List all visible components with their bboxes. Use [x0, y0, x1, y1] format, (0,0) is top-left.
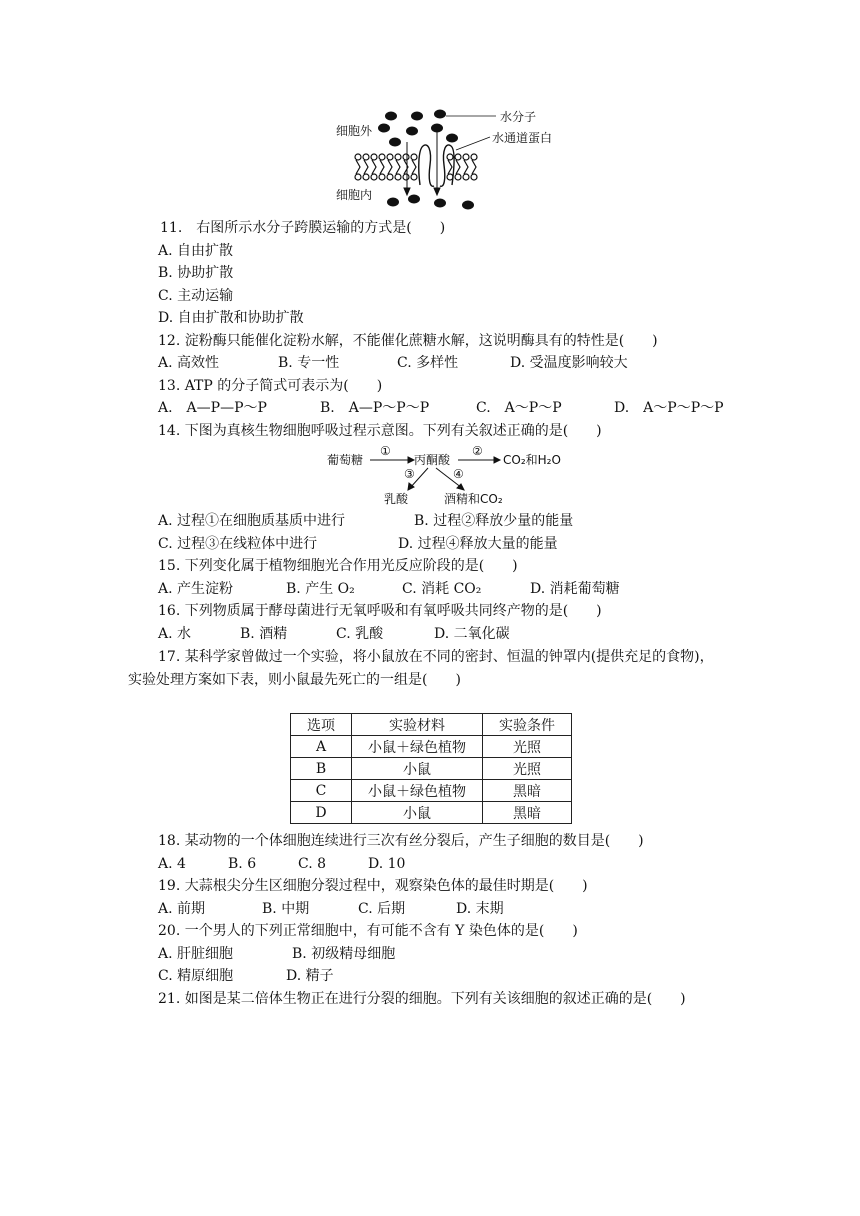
q14-option-d: D. 过程④释放大量的能量: [398, 536, 558, 552]
q13-option-d: D. A～P～P～P: [614, 400, 724, 416]
table-header-row: [291, 714, 572, 736]
q21-stem: 21. 如图是某二倍体生物正在进行分裂的细胞。下列有关该细胞的叙述正确的是( ): [158, 991, 686, 1007]
lactic-acid-label: 乳酸: [384, 492, 409, 506]
outside-label: 细胞外: [336, 124, 373, 138]
q20-option-c: C. 精原细胞: [158, 968, 234, 984]
q13-option-a: A. A—P—P～P: [158, 400, 267, 416]
step-4-label: ④: [453, 467, 464, 481]
q14-option-a: A. 过程①在细胞质基质中进行: [158, 513, 346, 529]
q11-option-b: B. 协助扩散: [158, 265, 234, 281]
q19-option-b: B. 中期: [262, 901, 310, 917]
q19-option-a: A. 前期: [158, 901, 206, 917]
table-row: [291, 736, 572, 758]
table-cell: 小鼠: [352, 802, 483, 824]
q16-stem: 16. 下列物质属于酵母菌进行无氧呼吸和有氧呼吸共同终产物的是( ): [158, 603, 602, 619]
q11-stem: 11. 右图所示水分子跨膜运输的方式是( ): [160, 220, 446, 236]
q20-option-a: A. 肝脏细胞: [158, 946, 234, 962]
table-cell: 黑暗: [483, 802, 572, 824]
q12-option-b: B. 专一性: [278, 355, 340, 371]
step-2-label: ②: [472, 444, 483, 458]
step-1-label: ①: [380, 444, 391, 458]
q14-option-b: B. 过程②释放少量的能量: [414, 513, 574, 529]
q19-stem: 19. 大蒜根尖分生区细胞分裂过程中，观察染色体的最佳时期是( ): [158, 878, 588, 894]
pyruvate-label: 丙酮酸: [414, 453, 451, 467]
table-cell: 小鼠: [352, 758, 483, 780]
q17-stem-line2: 实验处理方案如下表，则小鼠最先死亡的一组是( ): [128, 672, 461, 688]
q12-option-a: A. 高效性: [158, 355, 220, 371]
table-row: [291, 802, 572, 824]
q12-stem: 12. 淀粉酶只能催化淀粉水解，不能催化蔗糖水解，这说明酶具有的特性是( ): [158, 333, 658, 349]
q18-stem: 18. 某动物的一个体细胞连续进行三次有丝分裂后，产生子细胞的数目是( ): [158, 833, 644, 849]
q18-option-c: C. 8: [298, 856, 327, 872]
q11-option-d: D. 自由扩散和协助扩散: [158, 310, 304, 326]
q15-option-a: A. 产生淀粉: [158, 581, 234, 597]
q15-option-d: D. 消耗葡萄糖: [530, 581, 620, 597]
q13-option-b: B. A—P～P～P: [320, 400, 430, 416]
q17-stem-line1: 17. 某科学家曾做过一个实验，将小鼠放在不同的密封、恒温的钟罩内(提供充足的食物)，: [158, 649, 714, 665]
step-3-label: ③: [404, 467, 415, 481]
q14-stem: 14. 下图为真核生物细胞呼吸过程示意图。下列有关叙述正确的是( ): [158, 423, 602, 439]
table-header: 实验材料: [352, 714, 483, 736]
q12-option-d: D. 受温度影响较大: [510, 355, 628, 371]
table-cell: 光照: [483, 736, 572, 758]
q14-option-c: C. 过程③在线粒体中进行: [158, 536, 318, 552]
glucose-label: 葡萄糖: [327, 453, 364, 467]
water-molecule-label: 水分子: [500, 110, 537, 124]
q13-stem: 13. ATP 的分子简式可表示为( ): [158, 378, 383, 394]
q13-option-c: C. A～P～P: [476, 400, 562, 416]
q18-option-b: B. 6: [228, 856, 257, 872]
alcohol-co2-label: 酒精和CO₂: [444, 492, 503, 506]
table-cell: A: [291, 736, 352, 758]
q12-option-c: C. 多样性: [397, 355, 459, 371]
q16-option-b: B. 酒精: [240, 626, 288, 642]
q11-option-a: A. 自由扩散: [158, 243, 234, 259]
table-cell: C: [291, 780, 352, 802]
q18-option-a: A. 4: [158, 856, 186, 872]
q20-option-d: D. 精子: [286, 968, 334, 984]
table-row: [291, 780, 572, 802]
table-header: 选项: [291, 714, 352, 736]
q20-option-b: B. 初级精母细胞: [292, 946, 396, 962]
table-cell: 小鼠＋绿色植物: [352, 736, 483, 758]
q15-option-b: B. 产生 O₂: [286, 581, 355, 597]
table-header: 实验条件: [483, 714, 572, 736]
co2-h2o-label: CO₂和H₂O: [503, 453, 561, 467]
table-cell: 光照: [483, 758, 572, 780]
q16-option-a: A. 水: [158, 626, 192, 642]
q16-option-c: C. 乳酸: [336, 626, 384, 642]
q20-stem: 20. 一个男人的下列正常细胞中，有可能不含有 Y 染色体的是( ): [158, 923, 578, 939]
respiration-arrows: [0, 0, 860, 520]
q15-option-c: C. 消耗 CO₂: [402, 581, 482, 597]
table-cell: 小鼠＋绿色植物: [352, 780, 483, 802]
q19-option-c: C. 后期: [358, 901, 406, 917]
q18-option-d: D. 10: [368, 856, 406, 872]
q16-option-d: D. 二氧化碳: [434, 626, 510, 642]
table-row: [291, 758, 572, 780]
table-cell: D: [291, 802, 352, 824]
inside-label: 细胞内: [336, 188, 373, 202]
experiment-table: [290, 713, 572, 824]
q15-stem: 15. 下列变化属于植物细胞光合作用光反应阶段的是( ): [158, 558, 518, 574]
channel-protein-label: 水通道蛋白: [492, 131, 553, 145]
table-cell: 黑暗: [483, 780, 572, 802]
q11-option-c: C. 主动运输: [158, 288, 234, 304]
q19-option-d: D. 末期: [456, 901, 504, 917]
table-cell: B: [291, 758, 352, 780]
